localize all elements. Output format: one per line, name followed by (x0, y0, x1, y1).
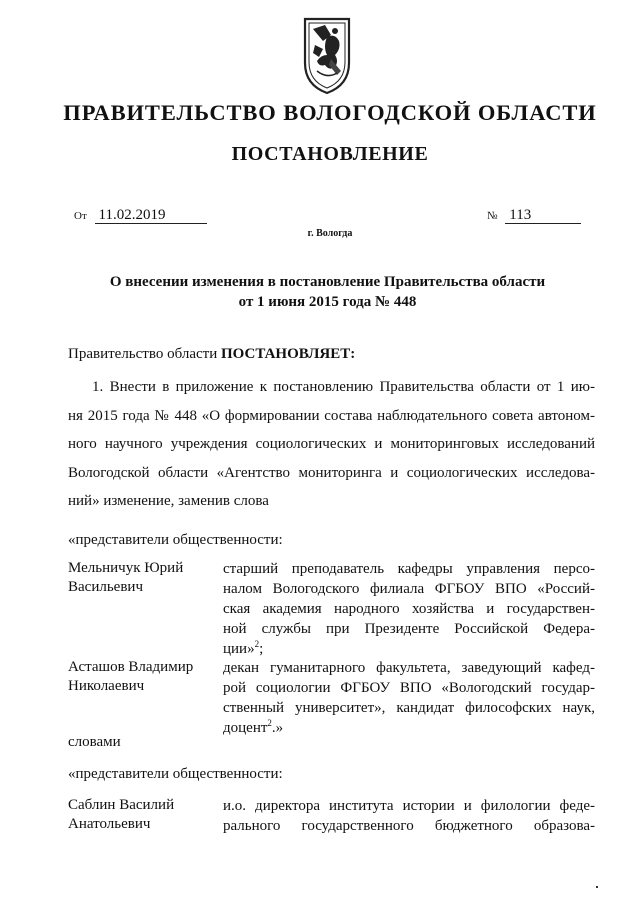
description-line: ной службы при Президенте Российской Федера- (223, 621, 595, 637)
member-description (223, 559, 595, 659)
subject-line-2: от 1 июня 2015 года № 448 (238, 294, 417, 310)
description-text: ции» (223, 641, 255, 657)
document-subject (90, 272, 565, 312)
paragraph-1-line: ня 2015 года № 448 «О формировании состава наблюдательного совета автоном- (68, 407, 595, 424)
paragraph-1-line: ного научного учреждения социологических и мониторинговых исследований (68, 436, 595, 452)
representatives-label: «представители общественности: (68, 532, 283, 548)
subject-line-1: О внесении изменения в постановление Правительства области (109, 274, 546, 290)
paragraph-1-line: ний» изменение, заменив слова (68, 493, 269, 509)
number-value: 113 (505, 207, 581, 224)
description-line: ственный университет», кандидат философских наук, (223, 700, 595, 716)
footnote-mark: 2 (267, 718, 272, 728)
coat-of-arms-emblem (301, 15, 353, 97)
member-patronymic: Анатольевич (68, 816, 151, 832)
member-name (68, 658, 193, 696)
description-line: декан гуманитарного факультета, заведующий кафед- (223, 660, 595, 676)
member-name (68, 796, 174, 834)
member-description (223, 796, 595, 836)
member-patronymic: Васильевич (68, 579, 143, 595)
description-tail: ; (259, 641, 264, 657)
footnote-mark: 2 (254, 639, 260, 649)
replacement-words-label: словами (68, 734, 121, 750)
member-patronymic: Николаевич (68, 678, 145, 694)
representatives-label-new: «представители общественности: (68, 766, 283, 782)
member-surname-name: Саблин Василий (68, 797, 175, 813)
resolve-statement (68, 340, 595, 369)
date-value: 11.02.2019 (95, 207, 207, 224)
member-surname-name: Мельничук Юрий (68, 560, 184, 576)
resolve-prefix: Правительство области (68, 346, 218, 362)
description-line: старший преподаватель кафедры управления персо- (223, 561, 595, 577)
number-field (487, 207, 581, 224)
member-name (68, 559, 183, 597)
description-line: рального государственного бюджетного образова- (223, 818, 595, 834)
number-prefix: № (487, 210, 498, 222)
document-type-title: ПОСТАНОВЛЕНИЕ (231, 143, 429, 165)
description-line: рой социологии ФГБОУ ВПО «Вологодский государ- (223, 680, 595, 696)
description-line-last (223, 639, 595, 659)
description-line-last (223, 718, 595, 738)
government-title: ПРАВИТЕЛЬСТВО ВОЛОГОДСКОЙ ОБЛАСТИ (63, 100, 597, 125)
page-mark-dot (596, 886, 598, 888)
paragraph-1-line: Вологодской области «Агентство мониторинга и социологических исследова- (68, 464, 595, 481)
description-line: и.о. директора института истории и филологии феде- (223, 798, 595, 814)
date-field (74, 207, 207, 224)
member-surname-name: Асташов Владимир (68, 659, 194, 675)
description-text: доцент (223, 720, 268, 736)
paragraph-1 (68, 373, 595, 516)
date-prefix: От (74, 210, 87, 222)
city-label: г. Вологда (307, 228, 353, 239)
paragraph-1-line: 1. Внести в приложение к постановлению Правительства области от 1 ию- (92, 379, 595, 395)
description-line: ская академия народного хозяйства и государствен- (223, 601, 595, 617)
description-line: налом Вологодского филиала ФГБОУ ВПО «Россий- (223, 581, 595, 597)
member-description (223, 658, 595, 738)
resolve-keyword: ПОСТАНОВЛЯЕТ: (220, 346, 356, 362)
description-tail: .» (271, 720, 284, 736)
